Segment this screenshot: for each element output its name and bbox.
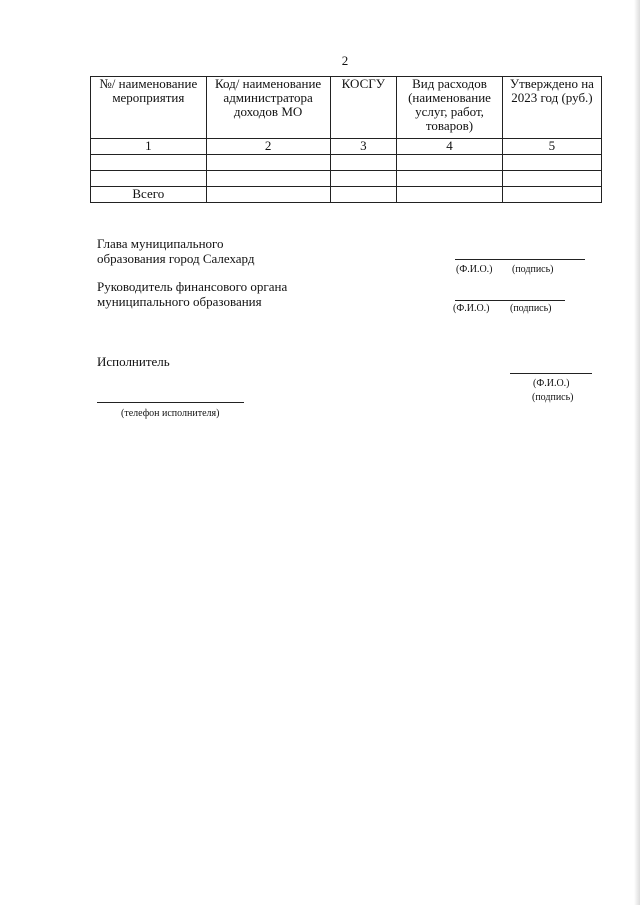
table-cell bbox=[502, 187, 601, 203]
finance-fio-caption: (Ф.И.О.) bbox=[453, 303, 490, 314]
table-cell bbox=[397, 171, 503, 187]
head-title-line1: Глава муниципального bbox=[97, 236, 224, 251]
table-cell bbox=[91, 155, 207, 171]
total-label: Всего bbox=[91, 187, 207, 203]
table-cell bbox=[397, 187, 503, 203]
executor-signature-line bbox=[510, 373, 592, 374]
table-cell bbox=[330, 187, 397, 203]
finance-title-line1: Руководитель финансового органа bbox=[97, 279, 288, 294]
column-number-row bbox=[91, 139, 602, 155]
column-number: 4 bbox=[397, 139, 503, 155]
expense-table bbox=[90, 76, 602, 203]
finance-signature-line bbox=[455, 300, 565, 301]
table-cell bbox=[502, 155, 601, 171]
table-cell bbox=[206, 155, 330, 171]
table-cell bbox=[206, 171, 330, 187]
header-cell: Утверждено на 2023 год (руб.) bbox=[502, 77, 601, 139]
executor-phone-caption: (телефон исполнителя) bbox=[121, 408, 220, 419]
table-cell bbox=[502, 171, 601, 187]
finance-title-line2: муниципального образования bbox=[97, 294, 262, 309]
column-number: 3 bbox=[330, 139, 397, 155]
table-cell bbox=[397, 155, 503, 171]
header-cell: Код/ наименование администратора доходов МО bbox=[206, 77, 330, 139]
finance-sign-caption: (подпись) bbox=[510, 303, 552, 314]
column-number: 2 bbox=[206, 139, 330, 155]
executor-sign-caption: (подпись) bbox=[532, 392, 574, 403]
total-row bbox=[91, 187, 602, 203]
table-cell bbox=[206, 187, 330, 203]
header-cell: №/ наименование мероприятия bbox=[91, 77, 207, 139]
column-number: 5 bbox=[502, 139, 601, 155]
table-row bbox=[91, 155, 602, 171]
table-header-row bbox=[91, 77, 602, 139]
header-cell: Вид расходов (наименование услуг, работ, товаров) bbox=[397, 77, 503, 139]
table-row bbox=[91, 171, 602, 187]
column-number: 1 bbox=[91, 139, 207, 155]
table-cell bbox=[330, 155, 397, 171]
table-cell bbox=[91, 171, 207, 187]
head-sign-caption: (подпись) bbox=[512, 264, 554, 275]
executor-fio-caption: (Ф.И.О.) bbox=[533, 378, 570, 389]
head-fio-caption: (Ф.И.О.) bbox=[456, 264, 493, 275]
executor-phone-line bbox=[97, 402, 244, 403]
page-number: 2 bbox=[341, 53, 349, 68]
header-cell: КОСГУ bbox=[330, 77, 397, 139]
table-cell bbox=[330, 171, 397, 187]
head-title-line2: образования город Салехард bbox=[97, 251, 255, 266]
executor-label: Исполнитель bbox=[97, 354, 170, 369]
page-edge-shadow bbox=[634, 0, 640, 905]
head-signature-line bbox=[455, 259, 585, 260]
